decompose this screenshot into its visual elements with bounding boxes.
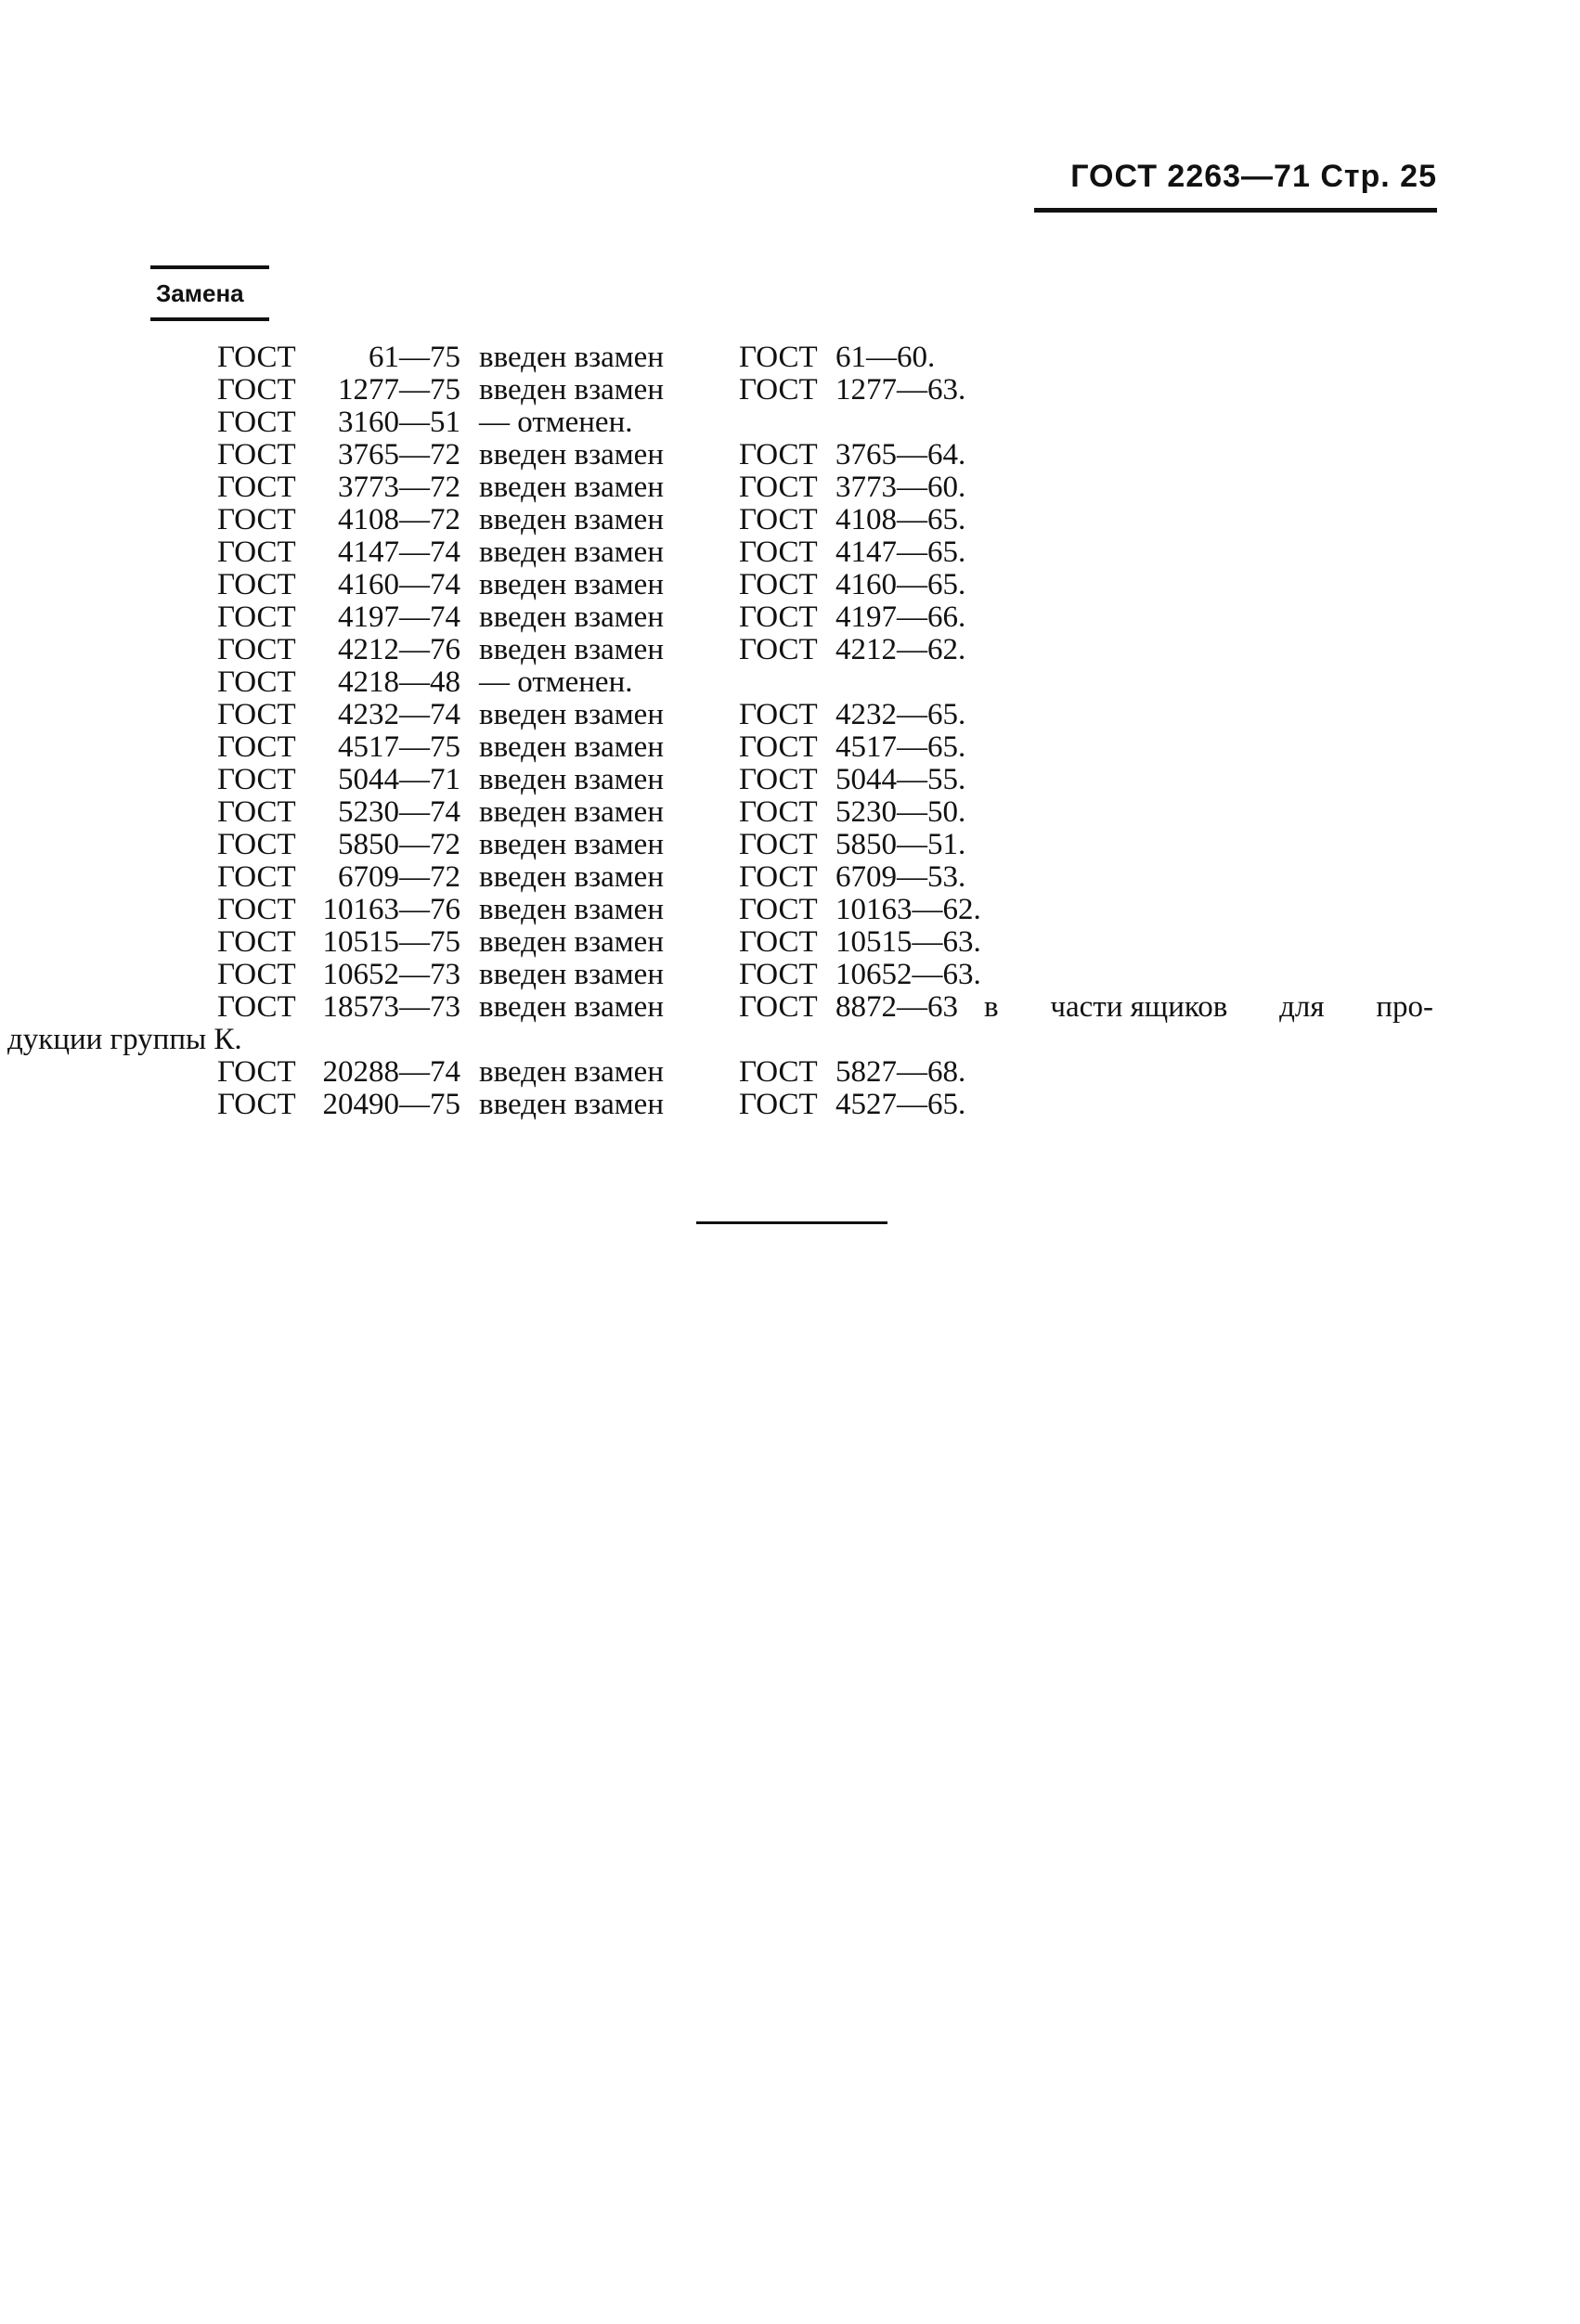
entry-row	[217, 374, 1433, 407]
entry-replaced-prefix: ГОСТ	[739, 763, 818, 796]
entry-action: введен взамен	[479, 763, 664, 796]
entry-row	[217, 894, 1433, 926]
entry-replaced-number: 6709—53.	[835, 860, 966, 894]
entry-replaced-prefix: ГОСТ	[739, 438, 818, 471]
entry-extra-note	[984, 991, 1433, 1024]
entry-action: введен взамен	[479, 958, 664, 991]
entry-standard-prefix: ГОСТ	[217, 406, 296, 439]
entry-standard-prefix: ГОСТ	[217, 665, 296, 699]
entry-standard-prefix: ГОСТ	[217, 860, 296, 894]
entry-standard-prefix: ГОСТ	[217, 925, 296, 959]
entry-standard-number: 20288—74	[322, 1055, 460, 1089]
entry-replaced-prefix	[739, 407, 828, 439]
entry-action: — отменен.	[479, 406, 633, 439]
entry-standard-prefix: ГОСТ	[217, 795, 296, 829]
entry-replaced-prefix: ГОСТ	[739, 471, 818, 504]
entry-replaced-number: 4212—62.	[835, 633, 966, 666]
entry-replaced-prefix: ГОСТ	[739, 698, 818, 731]
entry-standard-prefix: ГОСТ	[217, 568, 296, 601]
entry-replaced-prefix: ГОСТ	[739, 568, 818, 601]
entry-row	[217, 634, 1433, 666]
entry-standard-number: 4212—76	[338, 633, 460, 666]
entry-replaced-prefix: ГОСТ	[739, 503, 818, 536]
entry-replaced-prefix: ГОСТ	[739, 1088, 818, 1121]
entry-row	[217, 731, 1433, 764]
entry-standard-number: 6709—72	[338, 860, 460, 894]
entry-replaced-prefix	[739, 666, 828, 699]
entry-standard-prefix: ГОСТ	[217, 698, 296, 731]
entry-row	[217, 342, 1433, 374]
entry-replaced-prefix: ГОСТ	[739, 795, 818, 829]
page-header	[1029, 158, 1437, 213]
entry-standard-prefix: ГОСТ	[217, 600, 296, 634]
entry-replaced-number: 4232—65.	[835, 698, 966, 731]
entry-standard-prefix: ГОСТ	[217, 536, 296, 569]
entry-row	[217, 796, 1433, 829]
entry-action: введен взамен	[479, 373, 664, 407]
entry-action: введен взамен	[479, 438, 664, 471]
entry-replaced-number: 8872—63	[835, 990, 958, 1024]
entry-action: введен взамен	[479, 698, 664, 731]
section-top-rule	[150, 265, 269, 269]
entry-replaced-prefix: ГОСТ	[739, 730, 818, 764]
entry-replaced-prefix: ГОСТ	[739, 373, 818, 407]
entry-standard-prefix: ГОСТ	[217, 633, 296, 666]
entry-replaced-prefix: ГОСТ	[739, 828, 818, 861]
entry-row	[217, 764, 1433, 796]
entry-continuation: дукции группы К.	[7, 1023, 242, 1056]
entry-replaced-prefix: ГОСТ	[739, 633, 818, 666]
entry-replaced-prefix: ГОСТ	[739, 893, 818, 926]
entry-standard-number: 3765—72	[338, 438, 460, 471]
entry-row	[217, 959, 1433, 991]
entry-action: введен взамен	[479, 730, 664, 764]
entry-standard-prefix: ГОСТ	[217, 1055, 296, 1089]
section-title: Замена	[156, 279, 244, 307]
entry-row	[217, 991, 1433, 1024]
section-bottom-rule	[150, 317, 269, 321]
entry-replaced-number	[828, 666, 835, 699]
entry-standard-prefix: ГОСТ	[217, 503, 296, 536]
entry-standard-number: 10163—76	[322, 893, 460, 926]
header-rule	[1034, 208, 1437, 213]
entry-standard-prefix: ГОСТ	[217, 1088, 296, 1121]
entry-row	[217, 926, 1433, 959]
entry-standard-prefix: ГОСТ	[217, 730, 296, 764]
entry-replaced-prefix: ГОСТ	[739, 536, 818, 569]
entry-row	[217, 504, 1433, 536]
entry-action: введен взамен	[479, 1055, 664, 1089]
end-divider	[696, 1221, 887, 1224]
entry-standard-prefix: ГОСТ	[217, 373, 296, 407]
entry-standard-number: 4517—75	[338, 730, 460, 764]
entry-replaced-number: 1277—63.	[835, 373, 966, 407]
entry-row	[217, 407, 1433, 439]
entry-action: введен взамен	[479, 990, 664, 1024]
entry-replaced-number: 4160—65.	[835, 568, 966, 601]
entry-replaced-number: 10515—63.	[835, 925, 981, 959]
entry-row	[217, 1089, 1433, 1121]
entry-action: введен взамен	[479, 503, 664, 536]
entry-extra-word: части ящиков	[1050, 990, 1228, 1024]
entry-row	[217, 1056, 1433, 1089]
entry-replaced-number: 5827—68.	[835, 1055, 966, 1089]
entry-standard-number: 4108—72	[338, 503, 460, 536]
entry-action: введен взамен	[479, 925, 664, 959]
entry-standard-number: 3160—51	[338, 406, 460, 439]
entry-replaced-number: 4197—66.	[835, 600, 966, 634]
entry-row	[217, 861, 1433, 894]
entry-standard-number: 5230—74	[338, 795, 460, 829]
entry-row	[217, 536, 1433, 569]
entry-replaced-number: 4517—65.	[835, 730, 966, 764]
entry-standard-number: 4197—74	[338, 600, 460, 634]
entry-replaced-number: 4527—65.	[835, 1088, 966, 1121]
entry-extra-word: в	[984, 990, 999, 1024]
entry-replaced-number: 4108—65.	[835, 503, 966, 536]
entry-action: введен взамен	[479, 893, 664, 926]
entry-replaced-number: 3765—64.	[835, 438, 966, 471]
entry-replaced-prefix: ГОСТ	[739, 958, 818, 991]
entry-action: введен взамен	[479, 600, 664, 634]
entry-action: введен взамен	[479, 860, 664, 894]
entry-row	[217, 601, 1433, 634]
entry-standard-number: 10652—73	[322, 958, 460, 991]
entry-standard-prefix: ГОСТ	[217, 438, 296, 471]
entry-standard-prefix: ГОСТ	[217, 828, 296, 861]
entry-standard-number: 1277—75	[338, 373, 460, 407]
entry-standard-prefix: ГОСТ	[217, 958, 296, 991]
entry-standard-number: 20490—75	[322, 1088, 460, 1121]
entry-standard-number: 3773—72	[338, 471, 460, 504]
entry-replaced-prefix: ГОСТ	[739, 925, 818, 959]
entry-standard-number: 4160—74	[338, 568, 460, 601]
replacement-list	[7, 341, 1433, 1121]
entry-action: введен взамен	[479, 633, 664, 666]
entry-extra-word: для	[1279, 990, 1325, 1024]
entry-standard-number: 61—75	[369, 341, 460, 374]
entry-replaced-number	[828, 407, 835, 439]
entry-standard-prefix: ГОСТ	[217, 763, 296, 796]
entry-action: введен взамен	[479, 536, 664, 569]
entry-replaced-number: 10163—62.	[835, 893, 981, 926]
entry-row	[217, 471, 1433, 504]
entry-standard-number: 4147—74	[338, 536, 460, 569]
entry-standard-prefix: ГОСТ	[217, 990, 296, 1024]
entry-replaced-number: 4147—65.	[835, 536, 966, 569]
entry-replaced-prefix: ГОСТ	[739, 860, 818, 894]
entry-replaced-number: 5044—55.	[835, 763, 966, 796]
entry-row	[217, 829, 1433, 861]
entry-action: введен взамен	[479, 341, 664, 374]
entry-replaced-prefix: ГОСТ	[739, 1055, 818, 1089]
entry-standard-prefix: ГОСТ	[217, 471, 296, 504]
entry-row	[217, 699, 1433, 731]
entry-extra-word: про-	[1376, 990, 1433, 1024]
entry-action: введен взамен	[479, 795, 664, 829]
entry-row	[217, 439, 1433, 471]
entry-standard-number: 5044—71	[338, 763, 460, 796]
entry-standard-prefix: ГОСТ	[217, 341, 296, 374]
entry-standard-number: 10515—75	[322, 925, 460, 959]
entry-standard-number: 4218—48	[338, 665, 460, 699]
entry-replaced-prefix: ГОСТ	[739, 341, 818, 374]
entry-action: введен взамен	[479, 1088, 664, 1121]
entry-action: введен взамен	[479, 568, 664, 601]
entry-replaced-prefix: ГОСТ	[739, 600, 818, 634]
entry-standard-number: 5850—72	[338, 828, 460, 861]
entry-standard-prefix: ГОСТ	[217, 893, 296, 926]
entry-replaced-prefix: ГОСТ	[739, 990, 818, 1024]
entry-replaced-number: 5230—50.	[835, 795, 966, 829]
entry-action: введен взамен	[479, 471, 664, 504]
entry-row	[217, 569, 1433, 601]
entry-replaced-number: 61—60.	[835, 341, 936, 374]
entry-standard-number: 4232—74	[338, 698, 460, 731]
entry-action: введен взамен	[479, 828, 664, 861]
entry-standard-number: 18573—73	[322, 990, 460, 1024]
entry-action: — отменен.	[479, 665, 633, 699]
entry-replaced-number: 10652—63.	[835, 958, 981, 991]
header-text: ГОСТ 2263—71 Стр. 25	[1070, 159, 1437, 194]
entry-row	[217, 666, 1433, 699]
section-heading	[150, 265, 269, 321]
entry-replaced-number: 3773—60.	[835, 471, 966, 504]
entry-replaced-number: 5850—51.	[835, 828, 966, 861]
